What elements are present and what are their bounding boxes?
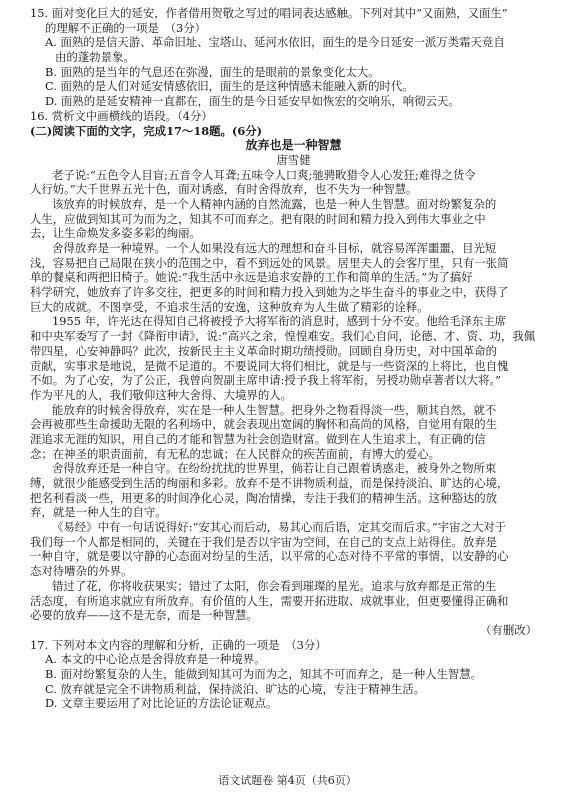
article-line: 我们每一个人都是相同的，关键在于我们是否以宇宙为空间，在自己的支点上站得住。放弃是 [30, 534, 498, 549]
question-15 [30, 6, 557, 109]
q15-stem-line-2: 的理解不正确的一项是 （3分） [45, 20, 207, 35]
q15-option-b: B. 面熟的是当年的气息还在弥漫，面生的是眼前的景象变化太大。 [45, 64, 380, 79]
article-line: 人生，应做到知其可为而为之，知其不可而弃之。把有限的时间和精力投入到伟大事业之中 [30, 211, 486, 226]
article-line: 巨大的成就。不图享受，不追求生活的安逸，这种放弃为人生做了精彩的诠释。 [30, 299, 429, 314]
article-line: 舍得放弃还是一种自守。在纷纷扰扰的世界里，倘若让自己跟着诱惑走，被身外之物所束 [52, 461, 497, 476]
q17-option-d: D. 文章主要运用了对比论证的方法论证观点。 [45, 696, 278, 711]
article-paragraph [30, 461, 557, 520]
article-line: 不如。为了心安，为了公正，我曾向贺副主席申请:授予我上将军衔，另授功勋卓著者以大将。” [30, 373, 501, 388]
article-line: 弃，就是一种人生的自守。 [30, 505, 167, 520]
article-line: 必要的放弃——这不是无奈，而是一种智慧。 [30, 608, 258, 623]
article-line: 去，让生命焕发多姿多彩的绚丽。 [30, 226, 201, 241]
question-17 [30, 638, 557, 711]
article-paragraph [30, 520, 557, 579]
article-line: 单的餐桌和两把旧椅子。她说:“我生活中永远是追求安静的工作和简单的生活。”为了搞好 [30, 270, 473, 285]
article-line: 缚，就很少能感受到生活的绚丽和多彩。放弃不是不讲物质利益，而是保持淡泊、旷达的心境， [30, 476, 509, 490]
article-line: 1955 年，许光达在得知自己将被授予大将军衔的消息时，感到十分不安。他给毛泽东主席 [52, 314, 507, 329]
q17-stem: 17. 下列对本文内容的理解和分析，正确的一项是 （3分） [30, 637, 327, 652]
article-line: 带四星，心安神静吗？此次，按新民主主义革命时期功绩授勋。回顾自身历史，对中国革命的 [30, 343, 498, 358]
q15-option-d: D. 面熟的是延安精神一直都在，面生的是今日延安早如恢宏的交响乐，响彻云天。 [45, 94, 460, 109]
article-line: 《易经》中有一句话说得好:“安其心而后动，易其心而后语，定其交而后求。”宇宙之大对于 [52, 520, 507, 535]
q15-option-c: C. 面熟的是人们对延安情感依旧，面生的是这种情感未能融入新的时代。 [45, 79, 414, 94]
article-line: 念；在神圣的职责面前，有无私的忠诚；在人民群众的疾苦面前，有博大的爱心。 [30, 446, 441, 461]
q15-option-a-line-2: 由的蓬勃景象。 [55, 50, 135, 65]
article-line: 浅，容易把自己局限在狭小的范围之中，看不到远处的风景。居里夫人的会客厅里，只有一张简 [30, 255, 509, 270]
page-footer: 语文试题卷 第4页（共6页） [218, 774, 357, 787]
article-line: 一种自守，就是要以守静的心态面对纷呈的生活，以平常的心态对待不平常的事情，以安静的心 [30, 549, 509, 564]
article-line: 人行妨。”大千世界五光十色，面对诱惑，有时舍得放弃，也不失为一种智慧。 [30, 182, 418, 197]
article-line: 作为平凡的人，我们敬仰这种大舍得、大境界的人。 [30, 387, 292, 402]
article-body [30, 168, 557, 623]
article-line: 能放弃的时候舍得放弃，实在是一种人生智慧。把身外之物看得淡一些，顺其自然，就不 [52, 402, 497, 417]
q17-option-b: B. 面对纷繁复杂的人生，能做到知其可为而为之，知其不可而弃之，是一种人生智慧。 [45, 666, 483, 681]
article-line: 和中央军委写了一封《降衔申请》，说:“高兴之余，惶惶难安。我们心自问，论德、才、资、功，我佩 [30, 329, 536, 344]
article-line: 科学研究，她放弃了许多交往，把更多的时间和精力投入到她为之毕生奋斗的事业之中，获得了 [30, 285, 509, 300]
article-author: 唐雪健 [276, 152, 311, 167]
article-line: 态对待嘈杂的外界。 [30, 564, 133, 579]
article-paragraph [30, 579, 557, 623]
article-paragraph [30, 314, 557, 402]
article-line: 老子说:“五色令人目盲;五音令人耳聋;五味令人口爽;驰骋畋猎令人心发狂;难得之货令 [52, 167, 476, 182]
q17-option-c: C. 放弃就是完全不讲物质利益，保持淡泊、旷达的心境，专注于精神生活。 [45, 681, 426, 696]
article-line: 活态度，有所追求就应有所放弃。有价值的人生，需要开拓进取、成就事业，但更要懂得正确和 [30, 593, 509, 608]
article-line: 舍得放弃是一种境界。一个人如果没有远大的理想和奋斗目标，就容易浑浑噩噩，目光短 [52, 241, 497, 255]
article-paragraph [30, 403, 557, 462]
article-line: 涯追求无涯的知识，用自己的才能和智慧为社会创造财富。做到在人生追求上，有正确的信 [30, 431, 486, 446]
exam-page [30, 6, 557, 711]
article-line: 会再被那些生命援助无限的名利场中，就会表现出宽阔的胸怀和高尚的风格，自觉用有限的生 [30, 417, 498, 432]
q15-stem-line-1: 15. 面对变化巨大的延安，作者借用贺敬之写过的唱词表达感触。下列对其中“又面熟，又面生” [30, 6, 508, 20]
article-line: 贡献，实事求是地说，是微不足道的。不要说同大将们相比，就是与一些资深的上将比，也自愧 [30, 358, 509, 373]
question-16: 16. 赏析文中画横线的语段。（4分） [30, 108, 213, 123]
article-source-note: （有删改） [480, 622, 537, 637]
article-line: 错过了花，你将收获果实；错过了太阳，你会看到璀璨的星光。追求与放弃都是正常的生 [52, 578, 497, 593]
article-paragraph [30, 168, 557, 197]
article-paragraph [30, 241, 557, 314]
article-paragraph [30, 197, 557, 241]
article-line: 该放弃的时候放弃，是一个人精神内涵的自然流露，也是一种人生智慧。面对纷繁复杂的 [52, 196, 497, 211]
q15-option-a-line-1: A. 面熟的是信天游、革命旧址、宝塔山、延河水依旧，面生的是今日延安一派万类霜天竞自 [45, 35, 505, 50]
q17-option-a: A. 本文的中心论点是舍得放弃是一种境界。 [45, 652, 266, 667]
section-heading: (二)阅读下面的文字，完成17～18题。(6分) [30, 123, 263, 138]
article-title: 放弃也是一种智慧 [245, 138, 342, 153]
article-line: 把名利看淡一些，用更多的时间净化心灵，陶冶情操，专注于我们的精神生活。这种豁达的放 [30, 490, 498, 505]
